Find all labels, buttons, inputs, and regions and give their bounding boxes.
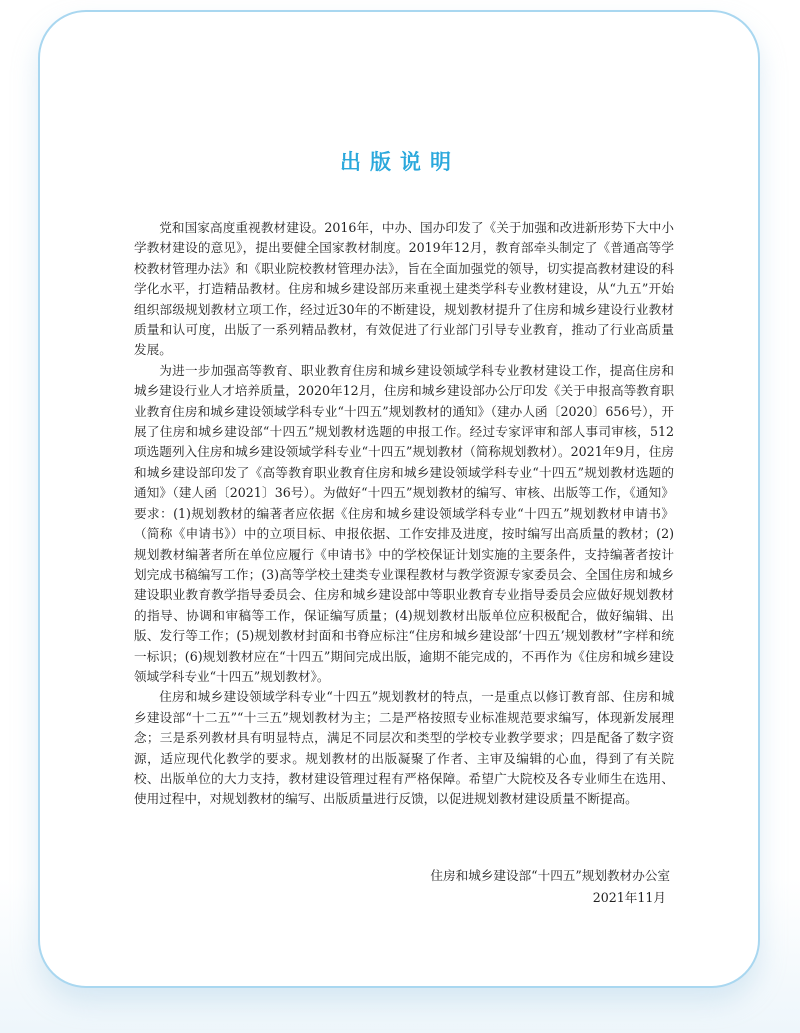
paragraph-3: 住房和城乡建设领域学科专业“十四五”规划教材的特点，一是重点以修订教育部、住房和城乡建设部“十二五”“十三五”规划教材为主；二是严格按照专业标准规范要求编写，体现新发展理念；三是系列教材具有明显特点，满足不同层次和类型的学校专业教学要求；四是配备了数字资源，适应现代化教学的要求。规划教材的出版凝聚了作者、主审及编辑的心血，得到了有关院校、出版单位的大力支持，教材建设管理过程有严格保障。希望广大院校及各专业师生在选用、使用过程中，对规划教材的编写、出版质量进行反馈，以促进规划教材建设质量不断提高。: [134, 689, 674, 807]
document-body: [134, 218, 674, 810]
paragraph-2: 为进一步加强高等教育、职业教育住房和城乡建设领域学科专业教材建设工作，提高住房和城乡建设行业人才培养质量，2020年12月，住房和城乡建设部办公厅印发《关于申报高等教育职业教育住房和城乡建设领域学科专业“十四五”规划教材的通知》（建办人函〔2020〕656号），开展了住房和城乡建设部“十四五”规划教材选题的申报工作。经过专家评审和部人事司审核，512项选题列入住房和城乡建设领域学科专业“十四五”规划教材（简称规划教材）。2021年9月，住房和城乡建设部印发了《高等教育职业教育住房和城乡建设领域学科专业“十四五”规划教材选题的通知》（建人函〔2021〕36号）。为做好“十四五”规划教材的编写、审核、出版等工作，《通知》要求：(1)规划教材的编著者应依据《住房和城乡建设领域学科专业“十四五”规划教材申请书》（简称《申请书》）中的立项目标、申报依据、工作安排及进度，按时编写出高质量的教材；(2)规划教材编著者所在单位应履行《申请书》中的学校保证计划实施的主要条件，支持编著者按计划完成书稿编写工作；(3)高等学校土建类专业课程教材与教学资源专家委员会、全国住房和城乡建设职业教育教学指导委员会、住房和城乡建设部中等职业教育专业指导委员会应做好规划教材的指导、协调和审稿等工作，保证编写质量；(4)规划教材出版单位应积极配合，做好编辑、出版、发行等工作；(5)规划教材封面和书脊应标注“住房和城乡建设部‘十四五’规划教材”字样和统一标识；(6)规划教材应在“十四五”期间完成出版，逾期不能完成的，不再作为《住房和城乡建设领域学科专业“十四五”规划教材》。: [134, 362, 674, 684]
page-title: 出版说明: [340, 150, 460, 174]
paragraph-1: 党和国家高度重视教材建设。2016年，中办、国办印发了《关于加强和改进新形势下大中小学教材建设的意见》，提出要健全国家教材制度。2019年12月，教育部牵头制定了《普通高等学校教材管理办法》和《职业院校教材管理办法》，旨在全面加强党的领导，切实提高教材建设的科学化水平，打造精品教材。住房和城乡建设部历来重视土建类学科专业教材建设，从“九五”开始组织部级规划教材立项工作，经过近30年的不断建设，规划教材提升了住房和城乡建设行业教材质量和认可度，出版了一系列精品教材，有效促进了行业部门引导专业教育，推动了行业高质量发展。: [134, 220, 674, 358]
signature-date: 2021年11月: [592, 890, 666, 905]
signature-office: 住房和城乡建设部“十四五”规划教材办公室: [430, 868, 670, 883]
